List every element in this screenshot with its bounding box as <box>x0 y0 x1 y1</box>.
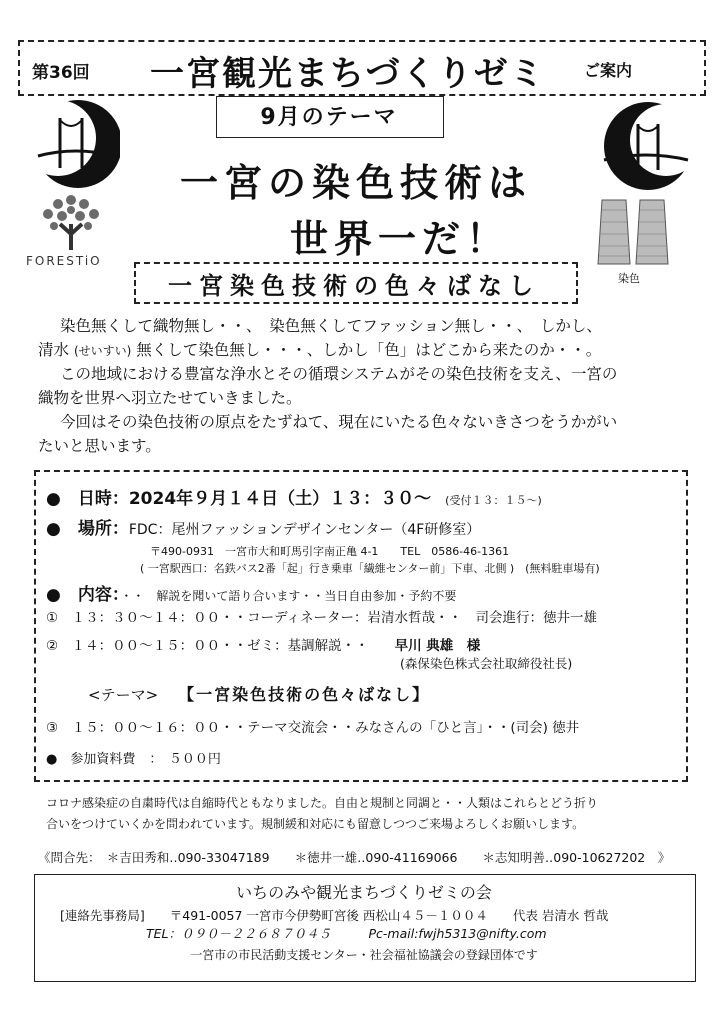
fee-value: ： ５００円 <box>149 752 221 767</box>
theme-value: 【一宮染色技術の色々ばなし】 <box>178 685 431 704</box>
datetime-row <box>46 484 542 509</box>
tree-logo-icon <box>26 190 116 252</box>
dye-label: 染色 <box>618 272 640 285</box>
intro-line-2 <box>38 338 698 363</box>
registration-note: 一宮市の市民活動支援センター・社会福祉協議会の登録団体です <box>190 948 538 962</box>
intro-seisui: 清水 <box>38 341 70 359</box>
intro-line-6: たいと思います。 <box>38 437 161 455</box>
venue-access: ( 一宮駅西口：名鉄バス2番「起」行き乗車「繊維センター前」下車、北側 ) (無料駐車場有) <box>140 562 600 575</box>
session-number: 第36回 <box>32 63 90 83</box>
place-row <box>46 514 480 539</box>
office-address: [連絡先事務局] 〒491-0057 一宮市今伊勢町宮後 西松山４５－１００４ 代表 岩清水 哲哉 <box>60 908 609 923</box>
intro-line-3: この地域における豊富な浄水とその循環システムがその染色技術を支え、一宮の <box>60 365 618 383</box>
datetime-value: 2024年９月１４日（土）１３：３０～ <box>128 489 432 509</box>
forestio-logo-text: FORESTiO <box>26 254 102 268</box>
place-value: FDC：尾州ファッションデザインセンター（4F研修室） <box>128 522 481 538</box>
datetime-label: 日時： <box>77 489 129 509</box>
thread-spools-icon <box>594 196 676 268</box>
speaker-title: (森保染色株式会社取締役社長) <box>400 656 573 671</box>
content-value: ・・ 解説を聞いて語り合います・・当日自由参加・予約不要 <box>120 589 457 603</box>
notice-line-2: 合いをつけていくかを問われています。規制緩和対応にも留意しつつご来場よろしくお願いします。 <box>46 817 585 831</box>
schedule-item-2-text: ② １４：００～１５：００・・ゼミ：基調解説・・ <box>46 638 369 654</box>
content-row <box>46 580 456 605</box>
main-title-line2: 世界一だ！ <box>290 217 511 261</box>
intro-line-1: 染色無くして織物無し・・、 染色無くしてファッション無し・・、 しかし、 <box>60 317 602 335</box>
intro-line-4: 織物を世界へ羽立たせていきました。 <box>38 389 302 407</box>
page-title: 一宮観光まちづくりゼミ <box>150 54 546 94</box>
bullet-icon: ● <box>46 519 78 539</box>
org-name: いちのみや観光まちづくりゼミの会 <box>236 883 492 902</box>
reception-time: (受付１３：１５～) <box>445 494 542 507</box>
bridge-moon-icon-right <box>598 100 692 192</box>
bridge-moon-icon <box>30 98 120 190</box>
intro-line-2-rest: 無くして染色無し・・・、しかし「色」はどこから来たのか・・。 <box>136 341 602 359</box>
speaker-name: 早川 典雄 様 <box>394 638 481 654</box>
subtitle: 一宮染色技術の色々ばなし <box>168 272 540 300</box>
schedule-item-1: ① １３：３０～１４：００・・コーディネーター：岩清水哲哉・・ 司会進行：徳井一雄 <box>46 610 598 626</box>
theme-row <box>88 682 430 705</box>
fee-label: 参加資料費 <box>70 752 136 767</box>
fee-row <box>46 748 221 767</box>
notice-line-1: コロナ感染症の自粛時代は自縮時代ともなりました。自由と規制と同調と・・人類はこれらとどう折り <box>46 796 599 810</box>
bullet-icon: ● <box>46 585 78 605</box>
title-suffix: ご案内 <box>584 61 633 80</box>
main-title-line1: 一宮の染色技術は <box>180 161 533 205</box>
schedule-item-2 <box>46 634 480 654</box>
bullet-icon: ● <box>46 752 71 767</box>
intro-seisui-reading: (せいすい) <box>73 344 132 358</box>
theme-tag: <テーマ> <box>88 686 159 704</box>
theme-label: 9月のテーマ <box>260 105 398 130</box>
schedule-item-3: ③ １５：００～１６：００・・テーマ交流会・・みなさんの「ひと言」・・(司会) 徳井 <box>46 720 580 736</box>
place-label: 場所： <box>77 519 129 539</box>
contacts: 《問合先： ＊吉田秀和‥090-33047189 ＊徳井一雄‥090-41169066 ＊志知明善‥090-10627202 》 <box>38 850 671 865</box>
office-tel-mail: TEL：０９０－２２６８７０４５ Pc-mail:fwjh5313@nifty.com <box>146 926 547 941</box>
bullet-icon: ● <box>46 489 78 509</box>
content-label: 内容： <box>77 585 121 605</box>
venue-address: 〒490-0931 一宮市大和町馬引字南正亀 4-1 TEL 0586-46-1361 <box>150 545 510 558</box>
intro-line-5: 今回はその染色技術の原点をたずねて、現在にいたる色々ないきさつをうかがい <box>60 413 618 431</box>
